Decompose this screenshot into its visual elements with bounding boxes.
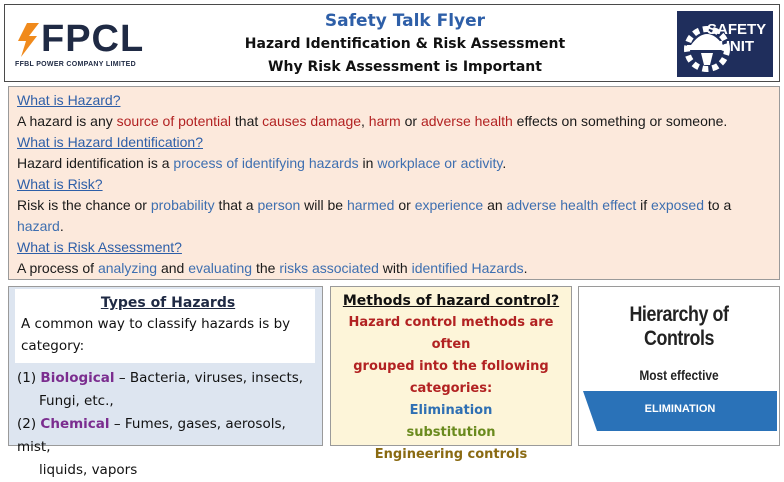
highlight: person (257, 197, 301, 213)
types-title: Types of Hazards (100, 295, 236, 311)
text: in (358, 155, 378, 171)
highlight: process of identifying hazards (173, 155, 359, 171)
page-title: Safety Talk Flyer (324, 11, 486, 31)
logo-text: FPCL (41, 18, 145, 60)
highlight: adverse health effect (506, 197, 637, 213)
highlight: harmed (346, 197, 395, 213)
definitions-panel (8, 86, 780, 280)
elimination-label: ELIMINATION (644, 403, 716, 415)
logo-subtitle: FFBL POWER COMPANY LIMITED (15, 61, 136, 68)
page-subtitle-1: Hazard Identification & Risk Assessment (244, 36, 566, 52)
text: with (378, 260, 412, 276)
text: and (157, 260, 189, 276)
safety-unit-badge (677, 11, 773, 77)
highlight: causes damage (262, 113, 362, 129)
text: or (394, 197, 415, 213)
highlight: analyzing (97, 260, 158, 276)
page-subtitle-2: Why Risk Assessment is Important (268, 59, 542, 75)
method-engineering: Engineering controls (374, 447, 528, 462)
methods-title: Methods of hazard control? (342, 293, 560, 309)
highlight: harm (368, 113, 401, 129)
highlight: experience (414, 197, 484, 213)
item-number: (1) (17, 370, 37, 386)
text: . (502, 155, 507, 171)
text: or (400, 113, 421, 129)
text: an (483, 197, 507, 213)
text: effects on something or someone. (512, 113, 728, 129)
hazard-type-list (9, 363, 322, 482)
hierarchy-subtitle: Most effective (639, 367, 719, 383)
types-of-hazards-panel (8, 286, 323, 478)
header-titles (155, 9, 655, 78)
badge-line-2: UNIT (719, 38, 755, 55)
types-intro-line-1: A common way to classify hazards is by (21, 316, 291, 332)
question-risk: What is Risk? (17, 176, 103, 192)
highlight: source of potential (116, 113, 232, 129)
lightning-bolt-icon (15, 23, 41, 57)
list-item (17, 367, 314, 390)
methods-line-3: categories: (409, 381, 493, 396)
text: will be (300, 197, 347, 213)
question-hazard: What is Hazard? (17, 92, 121, 108)
item-name: Chemical (40, 416, 110, 432)
safety-unit-text (707, 21, 766, 55)
highlight: identified Hazards (411, 260, 524, 276)
highlight: adverse health (420, 113, 513, 129)
types-intro-box (15, 289, 315, 363)
text: to a (703, 197, 732, 213)
item-number: (2) (17, 416, 37, 432)
item-text: – Fumes, gases, aerosols, mist, (17, 416, 286, 455)
methods-line-1: Hazard control methods are often (348, 315, 554, 352)
item-text: – Bacteria, viruses, insects, (114, 370, 304, 386)
method-substitution: substitution (406, 425, 496, 440)
list-item (17, 413, 314, 459)
text: A process of (17, 260, 98, 276)
highlight: workplace or activity (377, 155, 503, 171)
answer-risk (17, 195, 771, 237)
answer-risk-assessment (17, 258, 771, 279)
hierarchy-panel (578, 286, 780, 446)
flyer-header (4, 4, 780, 82)
methods-panel (330, 286, 572, 462)
answer-hazard-identification (17, 153, 771, 174)
highlight: risks associated (279, 260, 379, 276)
text: the (252, 260, 280, 276)
text: A hazard is any (17, 113, 117, 129)
text: if (636, 197, 652, 213)
highlight: hazard (17, 218, 60, 234)
item-name: Biological (40, 370, 115, 386)
highlight: exposed (651, 197, 704, 213)
method-elimination: Elimination (409, 403, 493, 418)
text: . (59, 218, 64, 234)
text: , (361, 113, 369, 129)
badge-line-1: SAFETY (707, 21, 767, 38)
question-risk-assessment: What is Risk Assessment? (17, 239, 182, 255)
text: Hazard identification is a (17, 155, 174, 171)
answer-hazard (17, 111, 771, 132)
text: that a (214, 197, 258, 213)
highlight: evaluating (188, 260, 253, 276)
types-intro-line-2: category: (21, 338, 85, 354)
text: . (523, 260, 528, 276)
list-item-continuation: liquids, vapors (39, 462, 138, 478)
list-item-continuation: Fungi, etc., (39, 393, 114, 409)
text: that (231, 113, 263, 129)
fpcl-logo (11, 11, 145, 77)
hierarchy-title: Hierarchy of Controls (629, 303, 729, 350)
text: Risk is the chance or (17, 197, 151, 213)
methods-line-2: grouped into the following (353, 359, 549, 374)
question-hazard-identification: What is Hazard Identification? (17, 134, 203, 150)
highlight: probability (150, 197, 215, 213)
